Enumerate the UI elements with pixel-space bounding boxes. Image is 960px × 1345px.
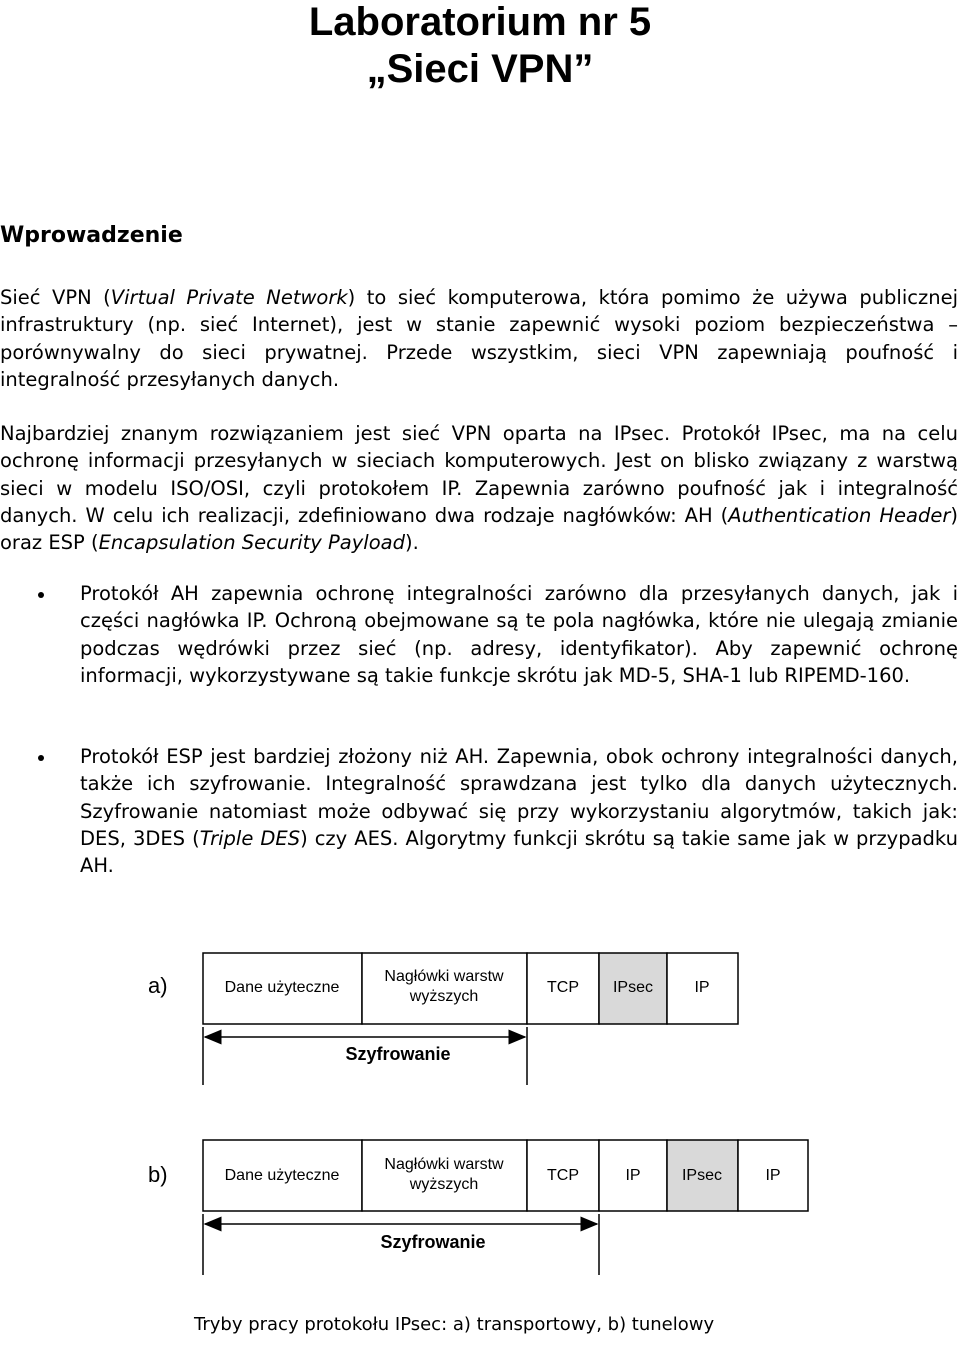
encryption-span-a: [203, 1027, 527, 1085]
cell-label: wyższych: [409, 1176, 479, 1193]
bullet-ah-text: Protokół AH zapewnia ochronę integralności zarówno dla przesyłanych danych, jak i części nagłówka IP. Ochroną obejmowane są te pola nagłówka, które nie ulegają zmianie podczas wędrówki przez sieć (np. adresy, identyfikator). Aby zapewnić ochronę informacji, wykorzystywane są takie funkcje skrótu jak MD-5, SHA-1 lub RIPEMD-160.: [80, 582, 958, 687]
cell-label: IP: [625, 1167, 641, 1184]
packet-row-a: [203, 953, 738, 1024]
encryption-span-b: [203, 1214, 599, 1275]
row-a-label: a): [148, 973, 168, 998]
cell-label: IP: [694, 979, 710, 996]
bullet-dot-icon: [38, 755, 44, 761]
ipsec-paragraph: Najbardziej znanym rozwiązaniem jest sieć VPN oparta na IPsec. Protokół IPsec, ma na celu ochronę informacji przesyłanych w sieciach komputerowych. Jest on blisko związany z warstwą sieci w modelu ISO/OSI, czyli protokołem IP. Zapewnia zarówno poufność jak i integralność danych. W celu ich realizacji, zdefiniowano dwa rodzaje nagłówków: AH (Authentication Header) oraz ESP (Encapsulation Security Payload).: [0, 422, 958, 555]
cell-label: IPsec: [681, 1167, 723, 1184]
intro-paragraph: Sieć VPN (Virtual Private Network) to sieć komputerowa, która pomimo że używa publicznej infrastruktury (np. sieć Internet), jest w stanie zapewnić wysoki poziom bezpieczeństwa – porównywalny do sieci prywatnej. Przede wszystkim, sieci VPN zapewniają poufność i integralność przesyłanych danych.: [0, 286, 958, 391]
bullet-esp-text: Protokół ESP jest bardziej złożony niż AH. Zapewnia, obok ochrony integralności danych, także ich szyfrowanie. Integralność sprawdzana jest tylko dla danych użytecznych. Szyfrowanie natomiast może odbywać się przy wykorzystaniu algorytmów, takich jak: DES, 3DES (Triple DES) czy AES. Algorytmy funkcji skrótu są takie same jak w przypadku AH.: [80, 745, 958, 878]
encryption-label: Szyfrowanie: [345, 1044, 451, 1064]
cell-label: IP: [765, 1167, 781, 1184]
page-title: Laboratorium nr 5: [308, 0, 652, 44]
cell-label: wyższych: [409, 988, 479, 1005]
cell-label: TCP: [547, 979, 579, 996]
figure-caption: Tryby pracy protokołu IPsec: a) transportowy, b) tunelowy: [194, 1314, 715, 1335]
bullet-dot-icon: [38, 592, 44, 598]
cell-label: Dane użyteczne: [224, 1167, 340, 1184]
ipsec-modes-diagram: [0, 930, 960, 1310]
row-b-label: b): [148, 1162, 168, 1187]
encryption-label: Szyfrowanie: [380, 1232, 486, 1252]
cell-label: Nagłówki warstw: [384, 968, 504, 985]
cell-label: Nagłówki warstw: [384, 1156, 504, 1173]
cell-label: TCP: [547, 1167, 579, 1184]
cell-label: Dane użyteczne: [224, 979, 340, 996]
packet-row-b: [203, 1140, 808, 1211]
page-subtitle: „Sieci VPN”: [366, 47, 594, 91]
cell-label: IPsec: [612, 979, 654, 996]
section-heading: Wprowadzenie: [0, 223, 183, 248]
